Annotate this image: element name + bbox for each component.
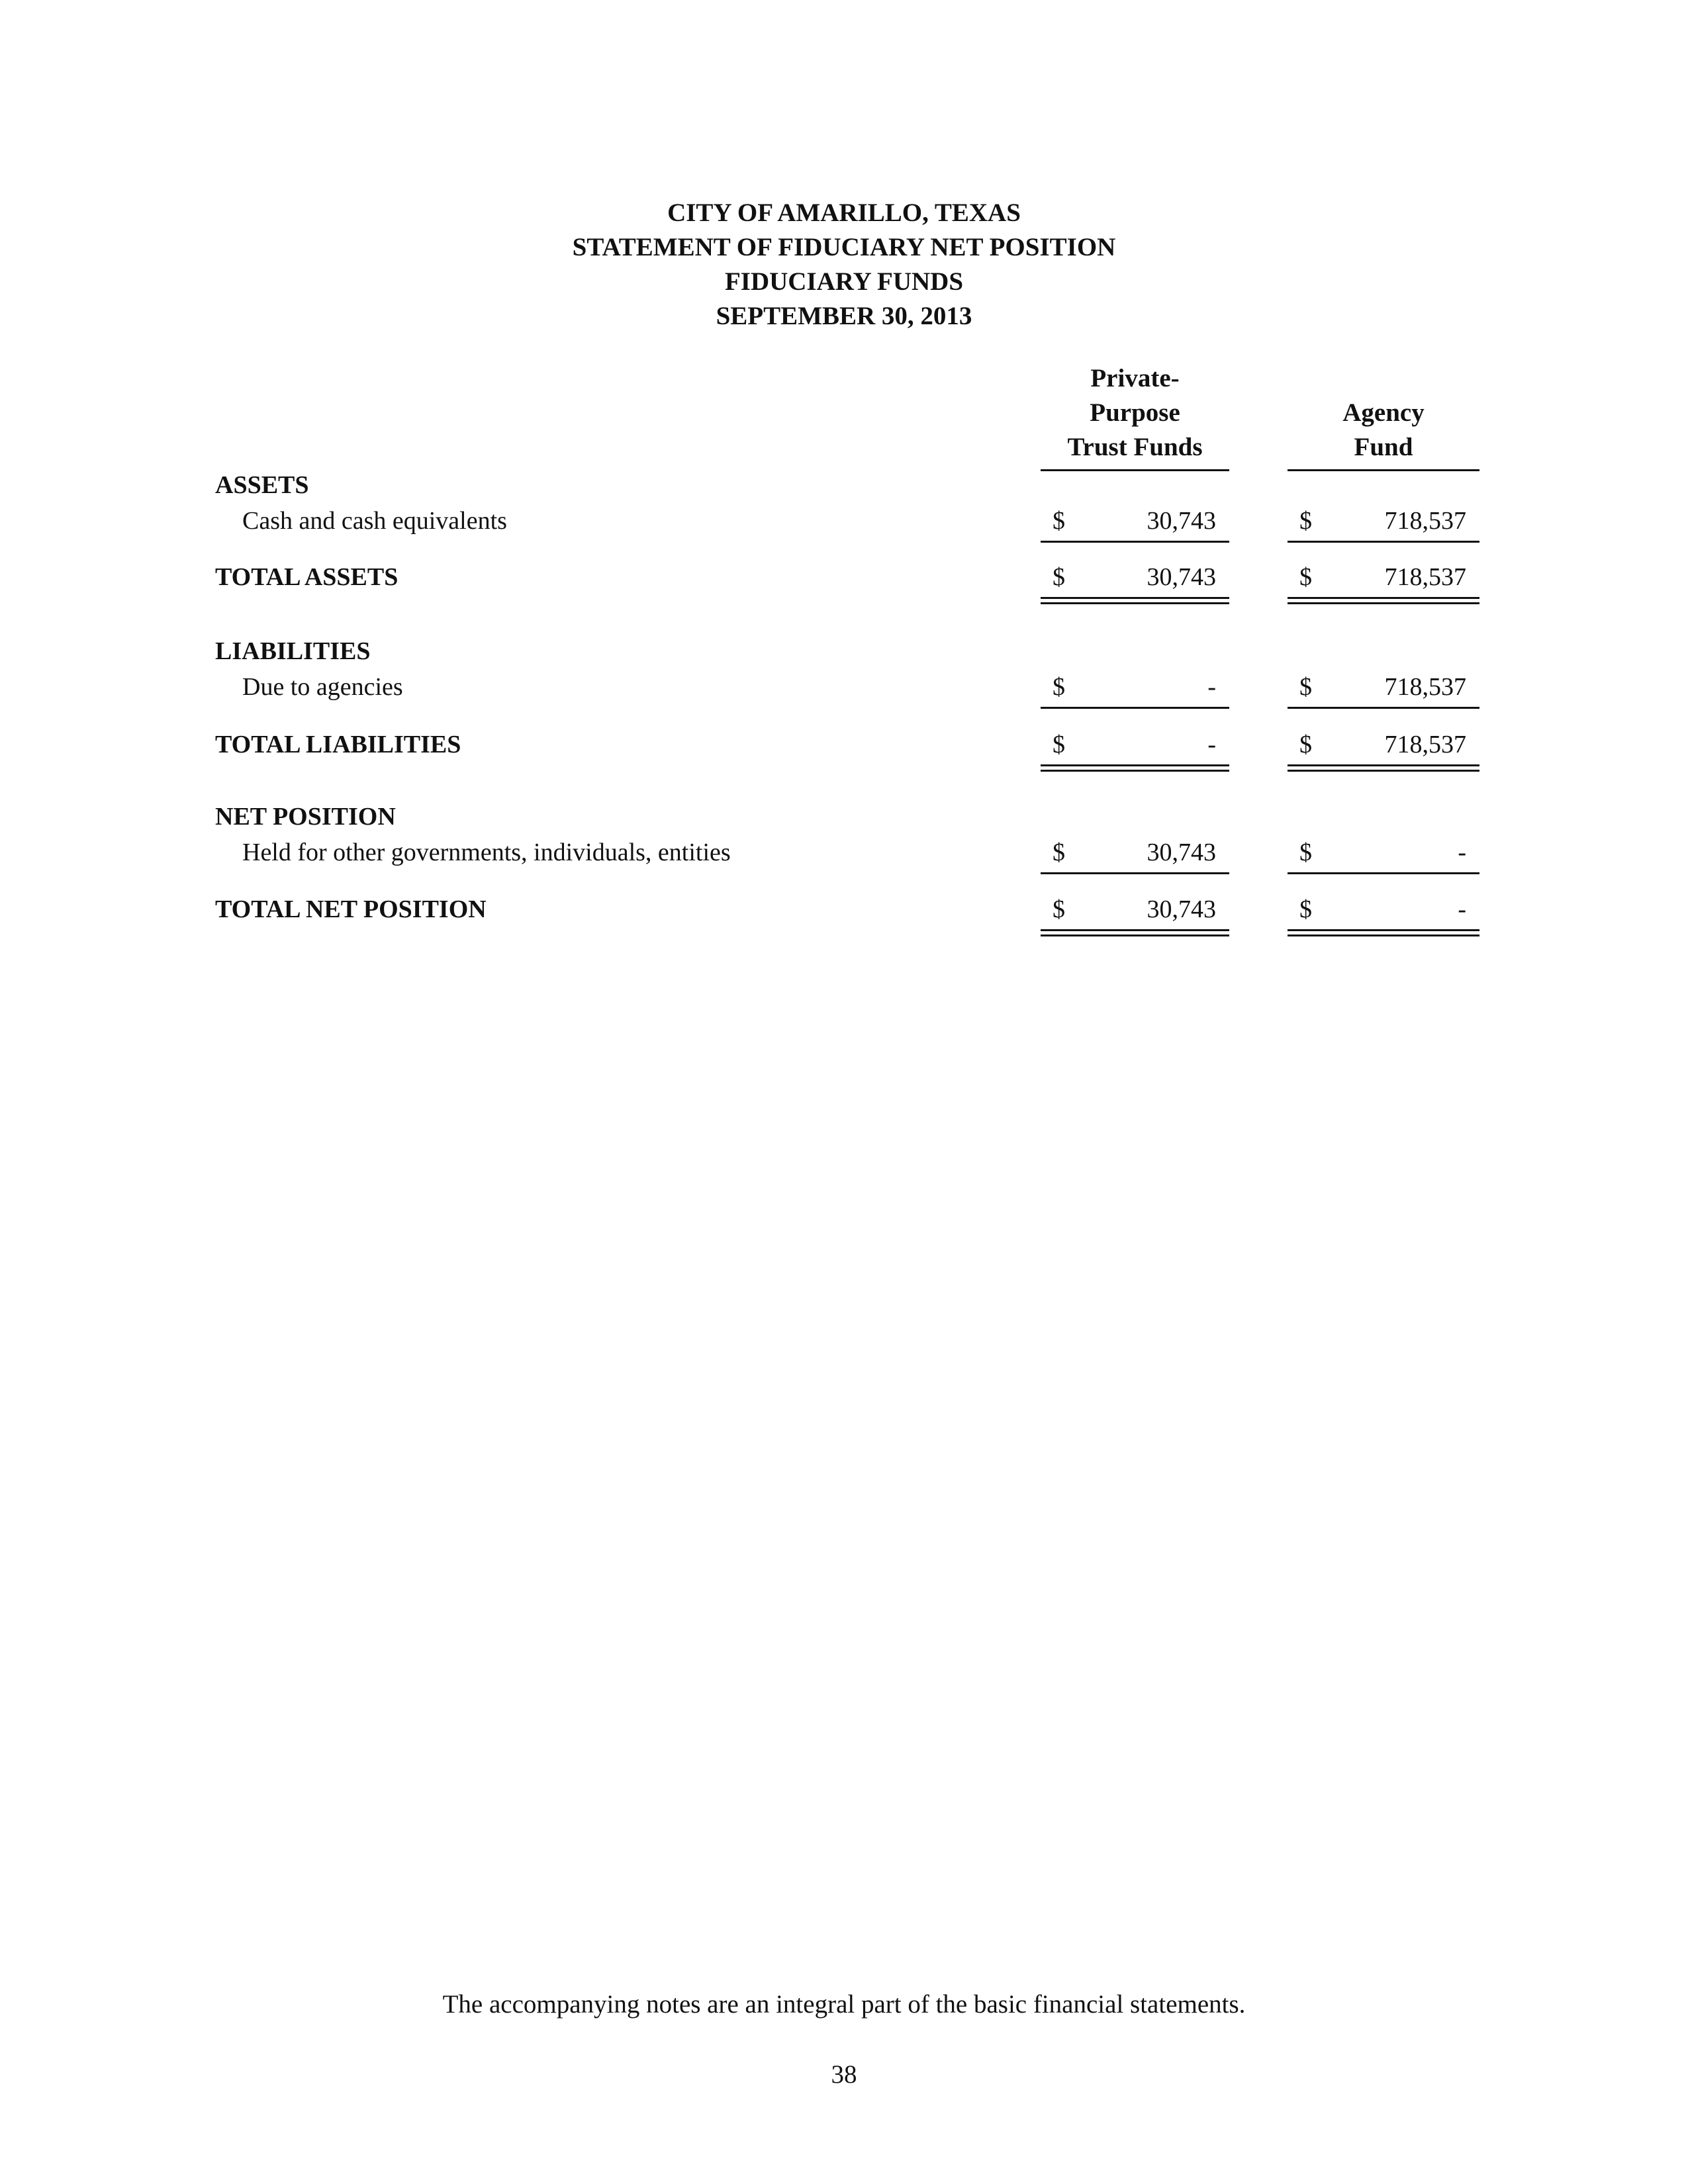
entity-name: CITY OF AMARILLO, TEXAS: [667, 199, 1021, 227]
cell-total-liabilities-agency: [1288, 729, 1479, 760]
cell-total-net-agency: [1288, 893, 1479, 925]
cell-due-private: [1041, 671, 1229, 703]
dollar-sign: $: [1053, 731, 1065, 758]
page-number: 38: [831, 2060, 857, 2089]
footer-note: The accompanying notes are an integral part of the basic financial statements.: [442, 1990, 1246, 2019]
column-header-line: Fund: [1354, 433, 1413, 461]
column-header-agency: [1288, 396, 1479, 465]
row-label-total-net-position: TOTAL NET POSITION: [215, 895, 487, 923]
dollar-sign: $: [1053, 507, 1065, 535]
amount: 718,537: [1384, 673, 1466, 701]
row-label-total-assets: TOTAL ASSETS: [215, 563, 399, 591]
cell-total-assets-private: [1041, 561, 1229, 593]
row-label-cash: Cash and cash equivalents: [242, 507, 507, 535]
dollar-sign: $: [1299, 895, 1312, 923]
section-heading-assets: ASSETS: [215, 471, 309, 499]
amount: -: [1458, 895, 1466, 923]
statement-title: [0, 196, 1688, 334]
amount: 718,537: [1384, 507, 1466, 535]
amount: 30,743: [1147, 507, 1216, 535]
double-underline-bottom: [1288, 934, 1479, 936]
double-underline-top: [1288, 929, 1479, 931]
cell-total-liabilities-private: [1041, 729, 1229, 760]
cell-total-assets-agency: [1288, 561, 1479, 593]
amount: 30,743: [1147, 563, 1216, 591]
double-underline-bottom: [1041, 770, 1229, 772]
section-heading-liabilities: LIABILITIES: [215, 637, 371, 665]
row-label-due-to-agencies: Due to agencies: [242, 673, 403, 701]
underline: [1041, 541, 1229, 543]
cell-total-net-private: [1041, 893, 1229, 925]
double-underline-bottom: [1041, 602, 1229, 604]
double-underline-bottom: [1288, 602, 1479, 604]
amount: 718,537: [1384, 563, 1466, 591]
dollar-sign: $: [1053, 673, 1065, 701]
dollar-sign: $: [1299, 731, 1312, 758]
cell-held-agency: [1288, 837, 1479, 868]
column-header-line: Trust Funds: [1067, 433, 1203, 461]
double-underline-bottom: [1041, 934, 1229, 936]
column-header-line: Private-: [1090, 364, 1180, 392]
underline: [1288, 541, 1479, 543]
header-underline: [1288, 469, 1479, 471]
double-underline-bottom: [1288, 770, 1479, 772]
dollar-sign: $: [1299, 507, 1312, 535]
column-header-private-purpose: [1041, 361, 1229, 465]
column-header-line: Purpose: [1090, 398, 1180, 427]
cell-due-agency: [1288, 671, 1479, 703]
amount: -: [1458, 839, 1466, 866]
row-label-held-for-others: Held for other governments, individuals, entities: [242, 839, 731, 866]
cell-held-private: [1041, 837, 1229, 868]
dollar-sign: $: [1299, 839, 1312, 866]
amount: 30,743: [1147, 895, 1216, 923]
statement-date: SEPTEMBER 30, 2013: [716, 302, 972, 330]
dollar-sign: $: [1053, 563, 1065, 591]
double-underline-top: [1288, 597, 1479, 599]
amount: 30,743: [1147, 839, 1216, 866]
dollar-sign: $: [1053, 895, 1065, 923]
dollar-sign: $: [1053, 839, 1065, 866]
double-underline-top: [1041, 929, 1229, 931]
statement-name: STATEMENT OF FIDUCIARY NET POSITION: [572, 233, 1116, 261]
underline: [1288, 707, 1479, 709]
section-heading-net-position: NET POSITION: [215, 803, 396, 831]
double-underline-top: [1041, 764, 1229, 766]
underline: [1041, 707, 1229, 709]
underline: [1288, 872, 1479, 874]
cell-cash-private: [1041, 505, 1229, 537]
double-underline-top: [1288, 764, 1479, 766]
cell-cash-agency: [1288, 505, 1479, 537]
double-underline-top: [1041, 597, 1229, 599]
amount: -: [1207, 673, 1216, 701]
dollar-sign: $: [1299, 563, 1312, 591]
underline: [1041, 872, 1229, 874]
dollar-sign: $: [1299, 673, 1312, 701]
amount: -: [1207, 731, 1216, 758]
header-underline: [1041, 469, 1229, 471]
fund-type: FIDUCIARY FUNDS: [724, 267, 964, 296]
amount: 718,537: [1384, 731, 1466, 758]
column-header-line: Agency: [1342, 398, 1425, 427]
row-label-total-liabilities: TOTAL LIABILITIES: [215, 731, 461, 758]
